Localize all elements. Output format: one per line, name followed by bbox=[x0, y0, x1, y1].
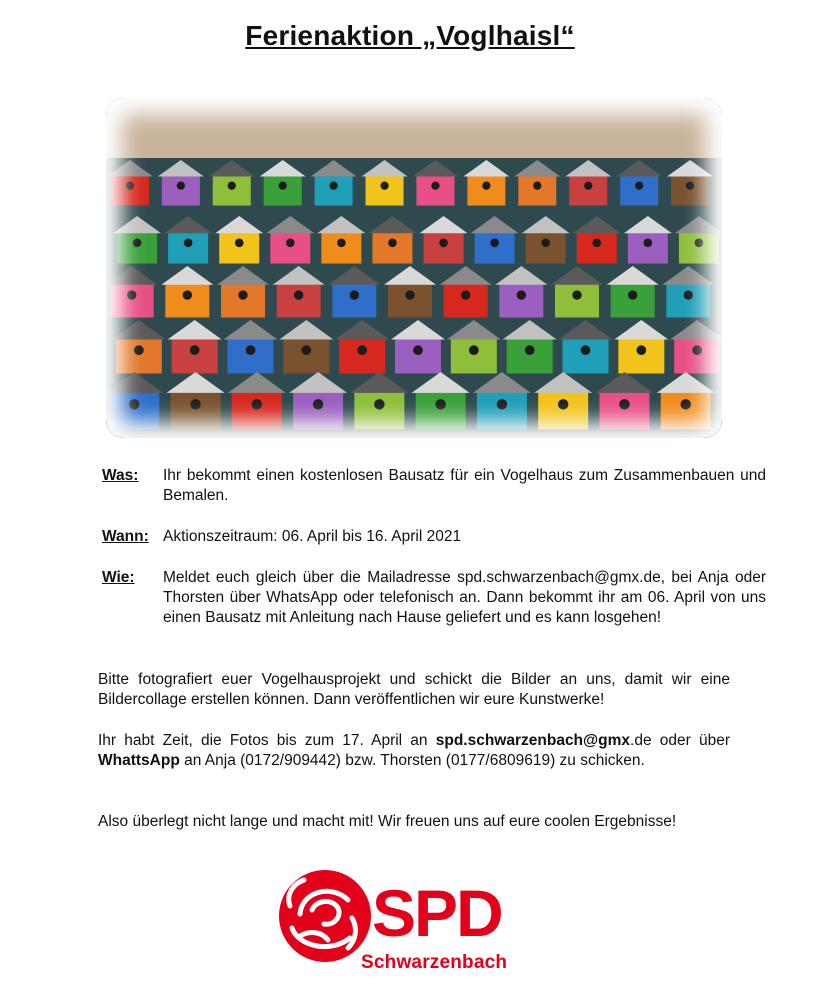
whatsapp-text: WhattsApp bbox=[98, 752, 180, 769]
deadline-paragraph: Ihr habt Zeit, die Fotos bis zum 17. April an spd.schwarzenbach@gmx.de oder über WhattsApp an Anja (0172/909442) bzw. Thorsten (0177/6809619) zu schicken. bbox=[98, 732, 730, 769]
text-wann: Aktionszeitraum: 06. April bis 16. April 2021 bbox=[163, 528, 462, 545]
page-title: Ferienaktion „Voglhaisl“ bbox=[245, 20, 575, 51]
text-wie: Meldet euch gleich über die Mailadresse spd.schwarzenbach@gmx.de, bei Anja oder Thorsten über WhatsApp oder telefonisch an. Dann bekommt ihr am 06. April von uns einen Bausatz mit Anleitung nach Hause geliefert und es kann losgehen! bbox=[163, 569, 766, 626]
spd-wordmark: SPD bbox=[372, 876, 502, 950]
label-wann: Wann: bbox=[102, 528, 149, 545]
label-was: Was: bbox=[102, 467, 139, 484]
birdhouses-image bbox=[106, 98, 722, 438]
closing-paragraph: Also überlegt nicht lange und macht mit! Wir freuen uns auf eure coolen Ergebnisse! bbox=[98, 813, 677, 830]
label-wie: Wie: bbox=[102, 569, 135, 586]
email-text: spd.schwarzenbach@gmx bbox=[435, 732, 631, 749]
text-was: Ihr bekommt einen kostenlosen Bausatz für ein Vogelhaus zum Zusammenbauen und Bemalen. bbox=[163, 467, 766, 504]
photo-request-paragraph: Bitte fotografiert euer Vogelhausprojekt und schickt die Bilder an uns, damit wir eine Bildercollage erstellen können. Dann veröffentlichen wir eure Kunstwerke! bbox=[98, 671, 730, 708]
spd-subtitle: Schwarzenbach bbox=[361, 952, 508, 973]
birdhouses-photo bbox=[106, 98, 722, 438]
